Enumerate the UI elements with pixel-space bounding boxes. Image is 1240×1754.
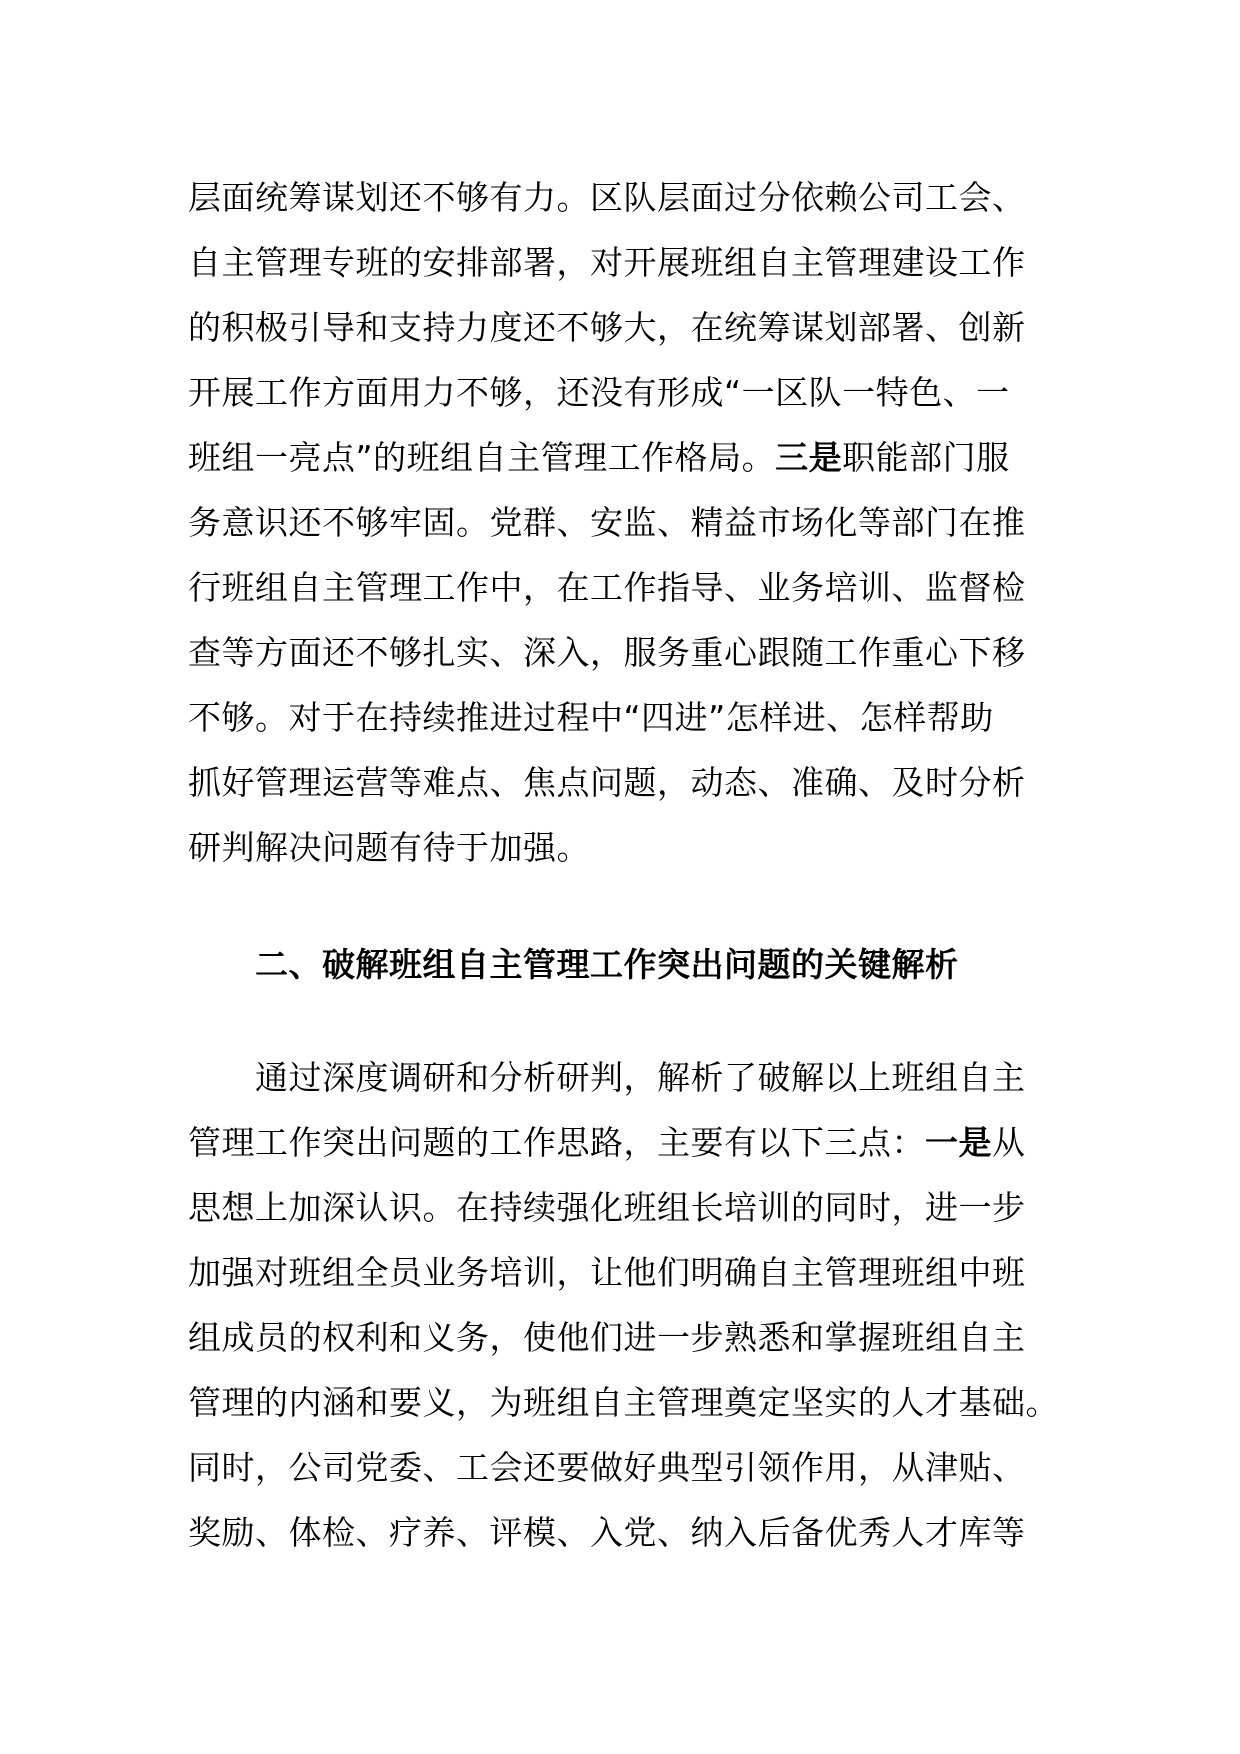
text-line: 抓好管理运营等难点、焦点问题，动态、准确、及时分析 bbox=[188, 763, 1026, 802]
text-line: 加强对班组全员业务培训，让他们明确自主管理班组中班 bbox=[188, 1253, 1026, 1292]
text-line: 组成员的权利和义务，使他们进一步熟悉和掌握班组自主 bbox=[188, 1318, 1026, 1357]
text-line: 通过深度调研和分析研判，解析了破解以上班组自主 bbox=[255, 1058, 1026, 1097]
text-line: 研判解决问题有待于加强。 bbox=[188, 828, 590, 867]
section-heading: 二、破解班组自主管理工作突出问题的关键解析 bbox=[255, 945, 959, 984]
bold-marker-one: 一是 bbox=[925, 1123, 992, 1162]
text-line: 不够。对于在持续推进过程中“四进”怎样进、怎样帮助 bbox=[188, 698, 994, 737]
text-segment: 管理工作突出问题的工作思路，主要有以下三点： bbox=[188, 1123, 925, 1162]
paragraph-2 bbox=[188, 1045, 1059, 1565]
text-line: 思想上加深认识。在持续强化班组长培训的同时，进一步 bbox=[188, 1188, 1026, 1227]
text-line: 管理的内涵和要义，为班组自主管理奠定坚实的人才基础。 bbox=[188, 1383, 1059, 1422]
text-line: 层面统筹谋划还不够有力。区队层面过分依赖公司工会、 bbox=[188, 178, 1026, 217]
text-line: 自主管理专班的安排部署，对开展班组自主管理建设工作 bbox=[188, 243, 1026, 282]
text-segment: 从 bbox=[992, 1123, 1026, 1162]
text-line bbox=[188, 1110, 1048, 1175]
text-line bbox=[188, 425, 1048, 490]
text-segment: 职能部门服 bbox=[842, 438, 1010, 477]
text-line: 行班组自主管理工作中，在工作指导、业务培训、监督检 bbox=[188, 568, 1026, 607]
text-line: 务意识还不够牢固。党群、安监、精益市场化等部门在推 bbox=[188, 503, 1026, 542]
text-line: 查等方面还不够扎实、深入，服务重心跟随工作重心下移 bbox=[188, 633, 1026, 672]
bold-marker-three: 三是 bbox=[775, 438, 843, 477]
text-line: 的积极引导和支持力度还不够大，在统筹谋划部署、创新 bbox=[188, 308, 1026, 347]
text-line: 同时，公司党委、工会还要做好典型引领作用，从津贴、 bbox=[188, 1448, 1026, 1487]
text-segment: 班组一亮点”的班组自主管理工作格局。 bbox=[188, 438, 776, 477]
paragraph-1 bbox=[188, 165, 1048, 880]
text-line: 开展工作方面用力不够，还没有形成“一区队一特色、一 bbox=[188, 373, 1010, 412]
text-line: 奖励、体检、疗养、评模、入党、纳入后备优秀人才库等 bbox=[188, 1513, 1026, 1552]
